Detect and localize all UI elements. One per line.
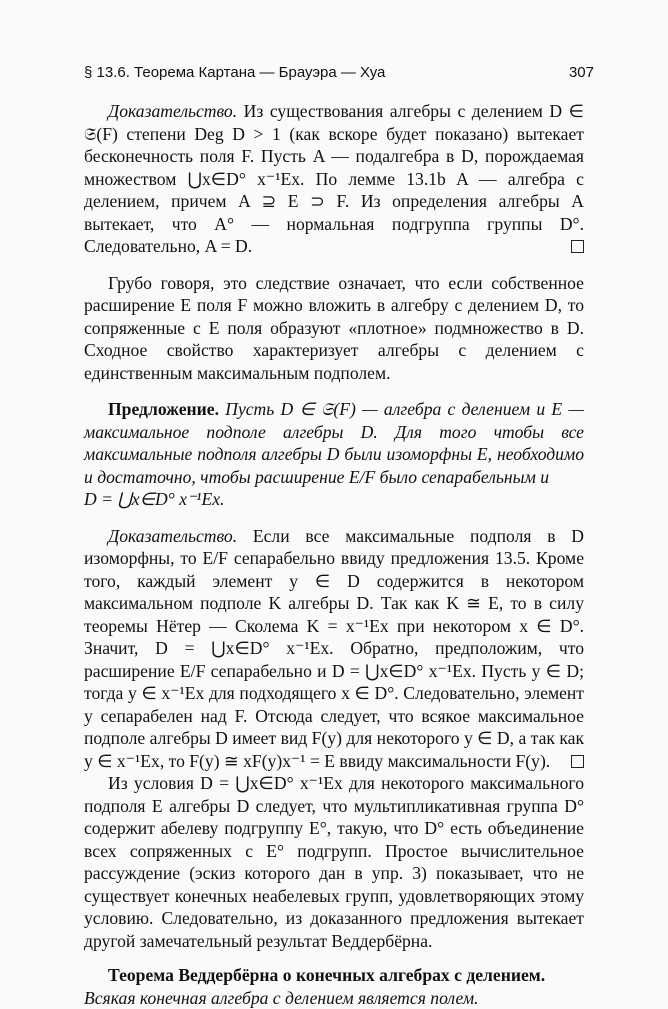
- proof-paragraph-1: [84, 100, 584, 258]
- theorem-text: Всякая конечная алгебра с делением является полем.: [84, 987, 584, 1009]
- proposition: [84, 398, 584, 488]
- proposition-label: Предложение.: [108, 399, 219, 419]
- running-head: [84, 64, 594, 81]
- page-body: [84, 100, 584, 1009]
- proof-text: Из существования алгебры с делением D ∈ 𝔖(F) степени Deg D > 1 (как вскоре будет показано) вытекает бесконечность поля F. Пусть A — подалгебра в D, порождаемая множеством ⋃x∈D° x⁻¹Ex. По лемме 13.1b A — алгебра с делением, причем A ⊇ E ⊃ F. Из определения алгебры A вытекает, что A° — нормальная подгруппа группы D°. Следовательно, A = D.: [84, 101, 584, 256]
- qed-box-icon: [571, 240, 584, 253]
- proposition-formula: D = ⋃x∈D° x⁻¹Ex.: [84, 488, 584, 511]
- proposition-text: Пусть D ∈ 𝔖(F) — алгебра с делением и E — максимальное подполе алгебры D. Для того чтобы все максимальные подполя алгебры D были изоморфны E, необходимо и достаточно, чтобы расширение E/F было сепарабельным и: [84, 399, 584, 487]
- proof-paragraph-2: [84, 525, 584, 773]
- proof-label: Доказательство.: [108, 526, 237, 546]
- theorem: [84, 964, 584, 987]
- discussion-paragraph: Из условия D = ⋃x∈D° x⁻¹Ex для некоторого максимального подполя E алгебры D следует, что мультипликативная группа D° содержит абелеву подгруппу E°, такую, что D° есть объединение всех сопряженных с E° подгрупп. Простое вычислительное рассуждение (эскиз которого дан в упр. 3) показывает, что не существует конечных неабелевых групп, удовлетворяющих этому условию. Следовательно, из доказанного предложения вытекает другой замечательный результат Веддербёрна.: [84, 772, 584, 952]
- remark-paragraph: Грубо говоря, это следствие означает, что если собственное расширение E поля F можно вложить в алгебру с делением D, то сопряженные с E поля образуют «плотное» подмножество в D. Сходное свойство характеризует алгебры с делением с единственным максимальным подполем.: [84, 272, 584, 385]
- proof-text: Если все максимальные подполя в D изоморфны, то E/F сепарабельно ввиду предложения 13.5. Кроме того, каждый элемент y ∈ D содержится в некотором максимальном подполе K алгебры D. Так как K ≅ E, то в силу теоремы Нётер — Сколема K = x⁻¹Ex при некотором x ∈ D°. Значит, D = ⋃x∈D° x⁻¹Ex. Обратно, предположим, что расширение E/F сепарабельно и D = ⋃x∈D° x⁻¹Ex. Пусть y ∈ D; тогда y ∈ x⁻¹Ex для подходящего x ∈ D°. Следовательно, элемент y сепарабелен над F. Отсюда следует, что всякое максимальное подполе алгебры D имеет вид F(y) для некоторого y ∈ D, а так как y ∈ x⁻¹Ex, то F(y) ≅ xF(y)x⁻¹ = E ввиду максимальности F(y).: [84, 526, 584, 771]
- qed-box-icon: [571, 755, 584, 768]
- section-title: § 13.6. Теорема Картана — Брауэра — Хуа: [84, 64, 385, 81]
- theorem-label: Теорема Веддербёрна о конечных алгебрах с делением.: [108, 965, 545, 985]
- page-number: 307: [569, 64, 594, 81]
- proof-label: Доказательство.: [108, 101, 237, 121]
